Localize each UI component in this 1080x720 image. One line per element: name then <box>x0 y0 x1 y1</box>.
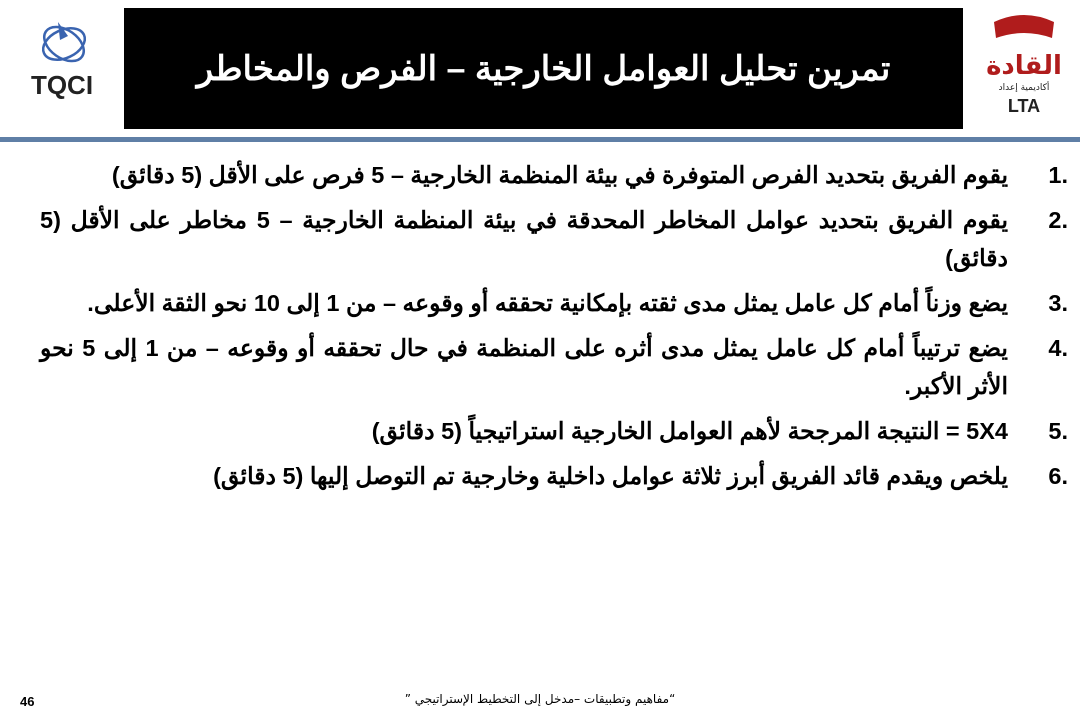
tqci-emblem-icon <box>8 10 116 120</box>
list-item-number: 4. <box>1048 335 1068 361</box>
list-item <box>38 329 1068 405</box>
list-item <box>38 284 1068 322</box>
list-item-text: يلخص ويقدم قائد الفريق أبرز ثلاثة عوامل داخلية وخارجية تم التوصل إليها (5 دقائق) <box>213 463 1008 489</box>
tqci-logo-text: TQCI <box>30 70 94 100</box>
footer-caption: “مفاهيم وتطبيقات –مدخل إلى التخطيط الإستراتيجي ” <box>404 692 676 706</box>
list-item-text: يقوم الفريق بتحديد عوامل المخاطر المحدقة في بيئة المنظمة الخارجية – 5 مخاطر على الأقل (5 دقائق) <box>40 207 1008 271</box>
list-item <box>38 201 1068 277</box>
tqci-logo <box>8 10 116 120</box>
lta-logo-subtitle: أكاديمية إعداد <box>998 83 1050 93</box>
slide-title: تمرين تحليل العوامل الخارجية – الفرص والمخاطر <box>196 49 891 88</box>
exercise-steps-list <box>38 156 1068 502</box>
list-item-text: 5X4 = النتيجة المرجحة لأهم العوامل الخارجية استراتيجياً (5 دقائق) <box>371 418 1008 444</box>
header-divider <box>0 137 1080 142</box>
lta-logo-text: LTA <box>1007 96 1041 116</box>
list-item-number: 6. <box>1048 463 1068 489</box>
list-item-number: 2. <box>1048 207 1068 233</box>
list-item-number: 5. <box>1048 418 1068 444</box>
list-item <box>38 457 1068 495</box>
lta-logo <box>976 8 1072 128</box>
lta-logo-arabic: القادة <box>986 51 1062 81</box>
list-item <box>38 412 1068 450</box>
title-bar <box>124 8 963 129</box>
list-item-number: 3. <box>1048 290 1068 316</box>
list-item-number: 1. <box>1048 162 1068 188</box>
list-item-text: يقوم الفريق بتحديد الفرص المتوفرة في بيئة المنظمة الخارجية – 5 فرص على الأقل (5 دقائق) <box>111 162 1008 188</box>
page-number: 46 <box>20 694 35 709</box>
list-item-text: يضع ترتيباً أمام كل عامل يمثل مدى أثره على المنظمة في حال تحققه أو وقوعه – من 1 إلى 5 نحو الأثر الأكبر. <box>40 335 1008 399</box>
lta-emblem-icon <box>976 8 1072 128</box>
list-item-text: يضع وزناً أمام كل عامل يمثل مدى ثقته بإمكانية تحققه أو وقوعه – من 1 إلى 10 نحو الثقة الأعلى. <box>87 290 1008 316</box>
list-item <box>38 156 1068 194</box>
